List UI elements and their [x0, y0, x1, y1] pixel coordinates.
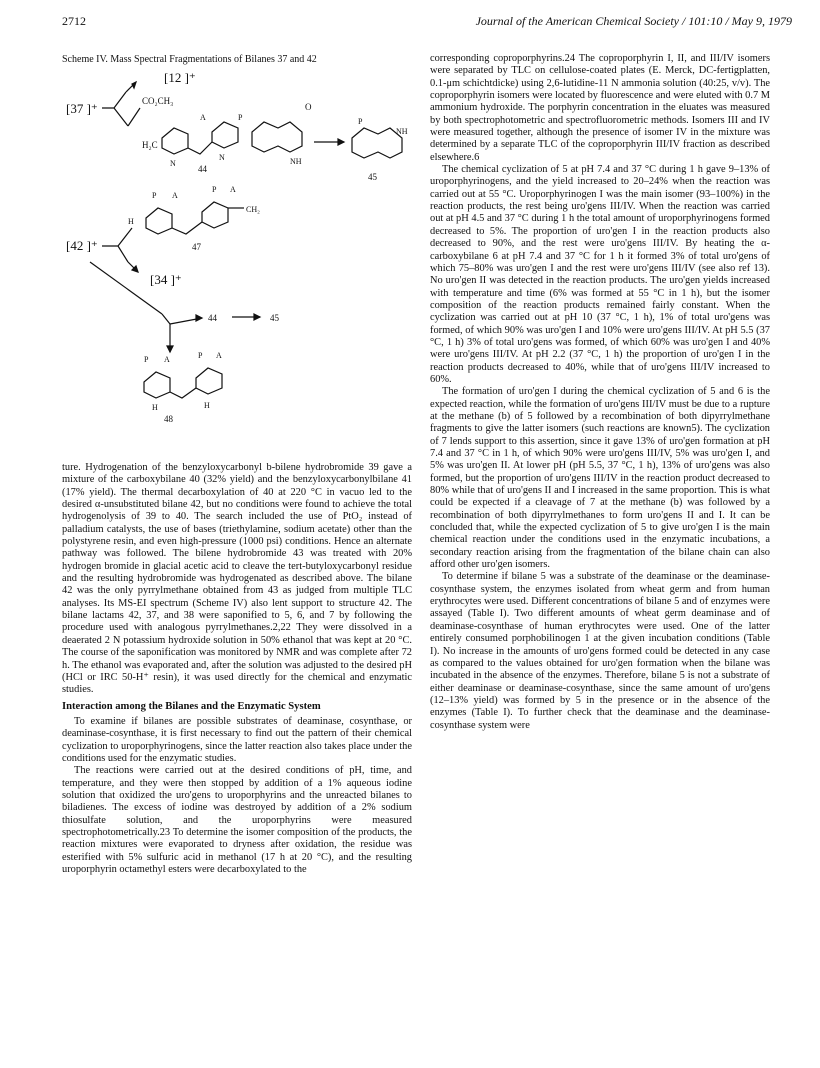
compound-45-label: 45	[368, 172, 377, 182]
pyrrole-ring-1	[162, 128, 188, 154]
h-label: H	[204, 401, 210, 410]
n-label: N	[170, 159, 176, 168]
section-heading: Interaction among the Bilanes and the Enzymatic System	[62, 700, 321, 712]
compound-48-ring-2	[196, 368, 222, 394]
fragment-line	[102, 92, 128, 126]
acetate-label: A	[172, 191, 178, 200]
paragraph: The formation of uro'gen I during the chemical cyclization of 5 and 6 is the expected reaction, while the formation of uro'gens III/IV must be due to a rupture at the methane (b) of 5 followed by a recombination of both dipyrrylmethane fragments to give the latter isomers (such reactions are known5). The cyclization of 7 lends support to this assertion, since it gave 13% of uro'gen formation at pH 7.4 and 37 °C in 1 h, of which 90% were uro'gens III/IV, 5% was uro'gen I, and 5% was uro'gen II. At lower pH (pH 5.5, 37 °C, 1 h), 13% of uro'gens was also formed, but the proportion of uro'gens III/IV in the reaction product decreased to 80% while that of uro'gens II and I increased in the same proportion. This is what could be expected if a cleavage of 7 at the methane (b) was followed by a recombination of both dipyrrylmethanes to form uro'gens II and I. It can be concluded that, while the expected cyclization of 5 to give uro'gen I is the main chemical reaction under the conditions used in the enzymatic incubations, a secondary reaction arising from the fragmentation of the bilane chain can also afford other uro'gen isomers.	[430, 386, 770, 571]
h2c-label: H₂C	[142, 140, 158, 150]
compound-48-ring-1	[144, 372, 170, 398]
arrowhead	[167, 346, 173, 352]
acetate-label: A	[216, 351, 222, 360]
left-column	[62, 462, 412, 876]
nh-label: NH	[396, 127, 408, 136]
propionate-label: P	[152, 191, 157, 200]
ion-37-label: [37 ]⁺	[66, 101, 98, 116]
journal-header: Journal of the American Chemical Society / 101:10 / May 9, 1979	[475, 14, 792, 28]
methylene-bridge	[170, 388, 196, 398]
compound-44b-label: 44	[208, 313, 217, 323]
fragment-line	[90, 262, 162, 314]
propionate-label: P	[212, 185, 217, 194]
h-label: H	[152, 403, 158, 412]
n-label: N	[219, 153, 225, 162]
ion-12-label: [12 ]⁺	[164, 70, 196, 85]
paragraph: The chemical cyclization of 5 at pH 7.4 and 37 °C during 1 h gave 9–13% of uroporphyrinogens, and the yield increased to 20–24% when the reaction was carried out at 55 °C. Uroporphyrinogen I was the main isomer (93–100%) in the reaction products, the rest being uro'gens III/IV. When the reaction was carried out at pH 4.5 and 37 °C during 1 h the total amount of uroporphyrinogens formed decreased to 5%. The proportion of uro'gen I in the reaction products also decreased to 90%, and the rest were uro'gens III/IV. By heating the α-carboxybilane 6 at pH 7.4 and 37 °C for 1 h it formed 3% of total uro'gens of which 75–80% was uro'gen I and the rest were uro'gens III/IV (see also ref 13). No uro'gen II was detected in the reaction products. The uro'gen yields increased with temperature and time (6% was formed at 55 °C in 1 h), but the isomer composition of the reaction products remained fairly constant. When the cyclization was carried out at pH 10 (37 °C, 1 h), 1% of total uro'gens was formed, of which 90% was uro'gen I and 10% were uro'gens III/IV. At pH 5.5 (37 °C, 1 h) 3% of total uro'gens was formed, of which 60% was uro'gen I and 40% were uro'gens III/IV. At pH 2.2 (37 °C, 1 h) the proportion of uro'gen I in the reaction products decreased to 40%, while that of uro'gens III/IV increased to 60%.	[430, 164, 770, 385]
ion-42-label: [42 ]⁺	[66, 238, 98, 253]
propionate-label: P	[144, 355, 149, 364]
methylene-bridge	[188, 142, 212, 154]
lactam-ring	[252, 122, 302, 152]
scheme-caption: Scheme IV. Mass Spectral Fragmentations of Bilanes 37 and 42	[62, 54, 317, 65]
acetate-label: A	[230, 185, 236, 194]
ch2-label: CH₂	[246, 205, 260, 214]
right-column	[430, 53, 770, 732]
h-label: H	[128, 217, 134, 226]
pyrrole-ring-2	[212, 122, 238, 148]
compound-45b-label: 45	[270, 313, 279, 323]
methylene-bridge	[172, 222, 202, 234]
ester-label: CO₂CH₃	[142, 96, 174, 106]
ion-34-label: [34 ]⁺	[150, 272, 182, 287]
compound-47-label: 47	[192, 242, 201, 252]
page-number: 2712	[62, 14, 86, 28]
fragment-line	[102, 228, 132, 262]
compound-48-label: 48	[164, 414, 173, 424]
propionate-label: P	[358, 117, 363, 126]
cleavage-bond	[128, 108, 140, 126]
arrowhead	[196, 315, 202, 321]
arrowhead	[338, 139, 344, 145]
compound-47-ring-1	[146, 208, 172, 234]
mass-spectral-scheme	[62, 62, 412, 454]
acetate-label: A	[200, 113, 206, 122]
propionate-label: P	[238, 113, 243, 122]
compound-47-ring-2	[202, 202, 228, 228]
nh-label: NH	[290, 157, 302, 166]
acetate-label: A	[164, 355, 170, 364]
compound-44-label: 44	[198, 164, 207, 174]
fragment-line	[162, 314, 170, 324]
paragraph: To examine if bilanes are possible substrates of deaminase, cosynthase, or deaminase-cosynthase, it is first necessary to find out the pattern of their chemical cyclization to uroporphyrinogens, since the latter reaction also takes place under the conditions used for the enzymatic studies.	[62, 715, 412, 764]
paragraph: corresponding coproporphyrins.24 The coproporphyrin I, II, and III/IV isomers were separated by TLC on cellulose-coated plates (E. Merck, DC-fertigplatten, 0.1-μm schichtdicke) using 2,6-lutidine-11 N ammonia solution (40:25, v/v). The coproporphyrin isomers were located by fluorescence and were eluted with 0.7 M ammonium hydroxide. The porphyrin concentration in the eluates was measured by both spectrophotometric and spectrofluorometric methods. Isomers III and IV were measured together, although the presence of isomer IV in the mixture was determined by a separate TLC of the coproporphyrin III/IV fraction as described elsewhere.6	[430, 53, 770, 163]
propionate-label: P	[198, 351, 203, 360]
oxygen-label: O	[305, 102, 312, 112]
arrowhead	[254, 314, 260, 320]
paragraph: The reactions were carried out at the desired conditions of pH, time, and temperature, and they were then stopped by addition of a 1% aqueous iodine solution that oxidized the uro'gens to uroporphyrins and the unreacted bilanes to biladienes. The excess of iodine was destroyed by addition of a 2% sodium thiosulfate solution, and the uroporphyrins were measured spectrophotometrically.23 To determine the isomer composition of the products, the reaction mixtures were evaporated to dryness after oxidation, the residue was esterified with 5% sulfuric acid in methanol (17 h at 20 °C), and the resulting uroporphyrin octamethyl esters were decarboxylated to the	[62, 765, 412, 875]
compound-45-ring	[352, 128, 402, 158]
paragraph: To determine if bilane 5 was a substrate of the deaminase or the deaminase-cosynthase system, the enzymes isolated from wheat germ and from human erythrocytes were used. Different concentrations of bilane 5 and of enzymes were assayed (Table I). Two different amounts of wheat germ deaminase and of deaminase-cosynthase of human erythrocytes were used. One of the latter entirely consumed porphobilinogen 1 at the given incubation conditions (Table I). No increase in the amounts of uro'gens formed could be detected in any case as compared to the values obtained for uro'gen formation when the bilane was incubated in the absence of the enzymes. Therefore, bilane 5 is not a substrate of either deaminase or deaminase-cosynthase, since the same amount of uro'gens (12–13% yield) was formed by 5 in the presence or in the absence of the enzymes (Table I). To further check that the deaminase and the deaminase-cosynthase system were	[430, 571, 770, 731]
paragraph: ture. Hydrogenation of the benzyloxycarbonyl b-bilene hydrobromide 39 gave a mixture of the carboxybilane 40 (32% yield) and the benzyloxycarbonylbilane 41 (17% yield). The thermal decarboxylation of 40 at 220 °C in vacuo led to the desired α-unsubstituted bilane 42, but no conditions were found to achieve the total hydrogenolysis of 39 to 40. The search included the use of PtO₂ instead of palladium catalysts, the use of bases (triethylamine, sodium acetate) other than the polystyrene resin, and even high-pressure (1000 psi) conditions. Hence an alternate pathway was followed. The bilene hydrobromide 43 was treated with 20% hydrogen bromide in glacial acetic acid to cleave the tert-butyloxycarbonyl residue and the resulting hydrobromide was hydrogenated as described above. The bilane 42 was the only pyrrylmethane obtained from 43 as judged from multiple TLC analyses. Its MS-EI spectrum (Scheme IV) also lent support to structure 42. The bilane lactams 42, 37, and 38 were saponified to 5, 6, and 7 by following the procedure used with analogous pyrrylmethanes.2,22 They were dissolved in a deaerated 2 N potassium hydroxide solution in 50% ethanol that was kept at 20 °C. The course of the saponification was monitored by NMR and was complete after 72 h. The ethanol was evaporated and, after the solution was adjusted to the desired pH (HCl or IRC 50-H⁺ resin), it was used directly for the chemical and enzymatic studies.	[62, 462, 412, 696]
arrowhead	[132, 82, 136, 88]
